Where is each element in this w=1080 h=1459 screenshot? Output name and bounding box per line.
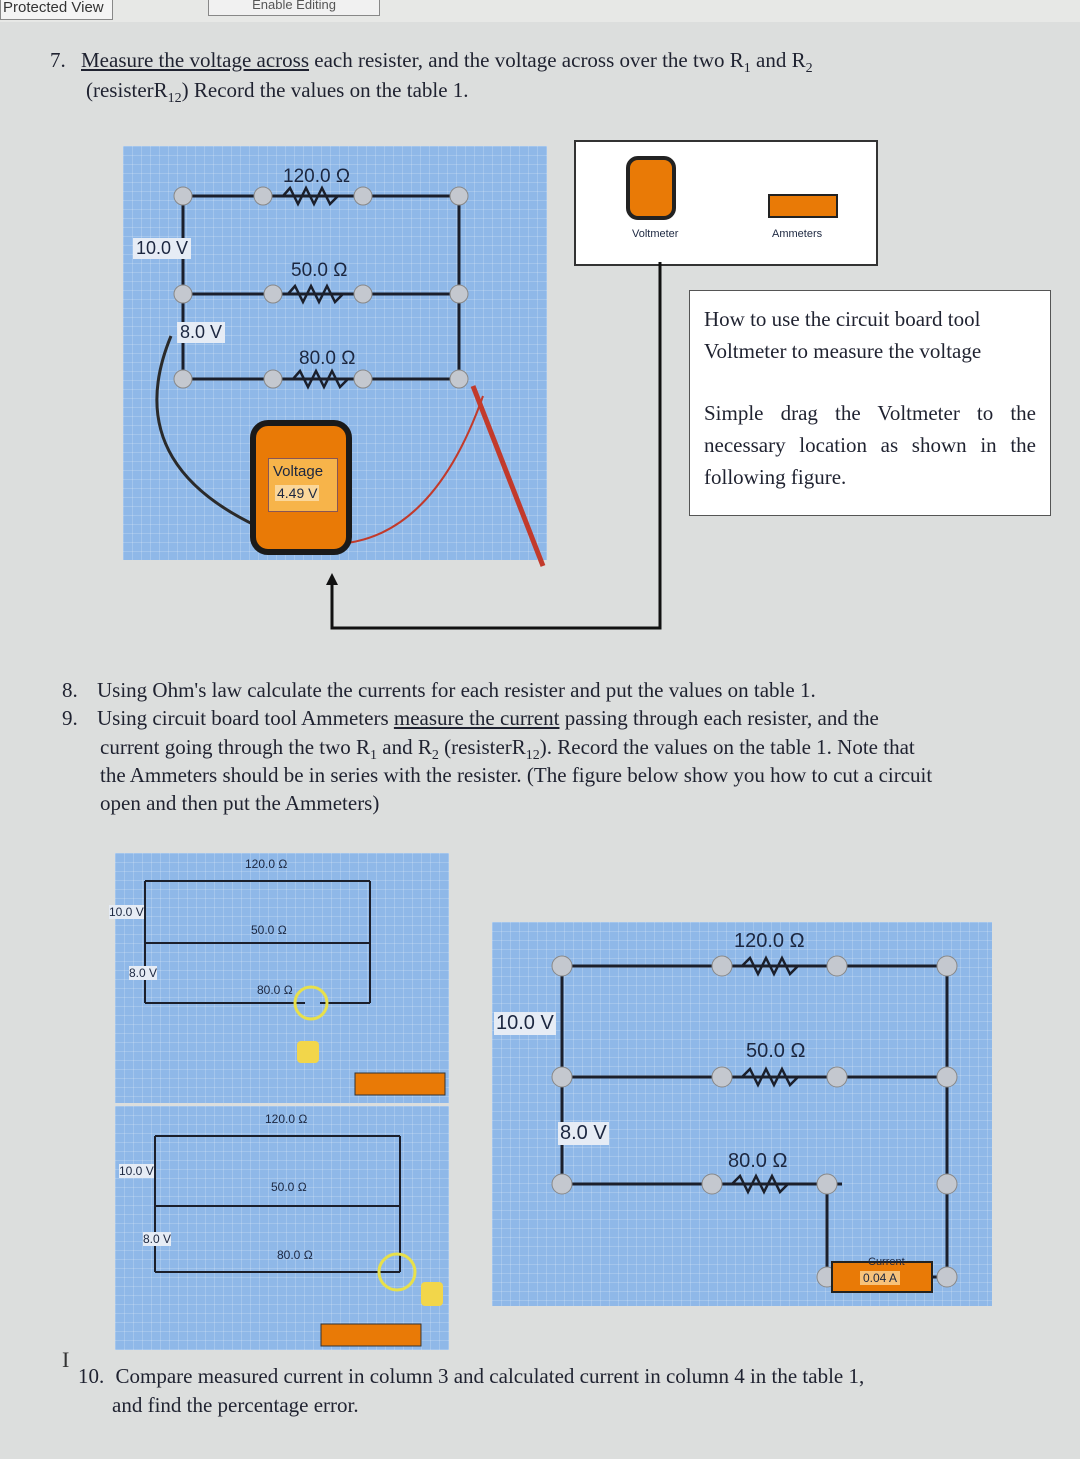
voltmeter-tool-label: Voltmeter — [632, 228, 679, 240]
text-cursor-icon: I — [62, 1347, 70, 1372]
board-a-r2-label: 50.0 Ω — [251, 923, 287, 937]
voltmeter-label: Voltage — [273, 463, 324, 480]
battery-1-label: 10.0 V — [133, 238, 191, 259]
ammeter-label: Current — [868, 1256, 905, 1268]
board-b-battery-1: 10.0 V — [119, 1164, 154, 1178]
step-9-line-4: open and then put the Ammeters) — [100, 791, 380, 815]
scissors-icon[interactable] — [297, 1041, 319, 1063]
battery-2-label: 8.0 V — [177, 322, 225, 343]
voltmeter-reading: 4.49 V — [277, 485, 318, 501]
ammeter-board-r2: 50.0 Ω — [746, 1040, 806, 1062]
ammeters-tool-label: Ammeters — [772, 228, 823, 240]
ammeter-board-r1: 120.0 Ω — [734, 930, 805, 952]
scissors-icon[interactable] — [421, 1282, 443, 1306]
enable-editing-button[interactable]: Enable Editing — [208, 0, 380, 16]
board-a-battery-2: 8.0 V — [129, 966, 158, 980]
instructions-title: How to use the circuit board tool Voltmeter to measure the voltage — [704, 307, 982, 363]
ammeter-reading: 0.04 A — [860, 1271, 900, 1285]
step-7-measure: Measure the voltage across — [81, 48, 309, 72]
circuit-board-ammeter — [492, 922, 992, 1306]
board-b-r1-label: 120.0 Ω — [265, 1112, 308, 1126]
board-a-battery-1: 10.0 V — [109, 905, 144, 919]
step-8: 8. Using Ohm's law calculate the currents for each resister and put the values on table 1. — [62, 678, 816, 702]
resistor-r1-label: 120.0 Ω — [283, 166, 351, 187]
protected-view-label: Protected View — [0, 0, 113, 20]
ammeter-board-battery-2: 8.0 V — [560, 1122, 607, 1144]
step-7: 7. Measure the voltage across each resister, and the voltage across over the two $R_1$ and $R_2$ — [50, 48, 813, 77]
board-a-r3-label: 80.0 Ω — [257, 983, 293, 997]
board-b-r3-label: 80.0 Ω — [277, 1248, 313, 1262]
step-10-line-2: and find the percentage error. — [112, 1393, 359, 1417]
step-9-line-3: the Ammeters should be in series with the resister. (The figure below show you how to cut a circuit — [100, 763, 933, 787]
resistor-r2-label: 50.0 Ω — [291, 260, 348, 281]
step-10: 10. Compare measured current in column 3 and calculated current in column 4 in the table 1, — [78, 1364, 865, 1388]
circuit-board-cut-2 — [115, 1106, 449, 1350]
step-9-line-2: current going through the two $R_1$ and $R_2$ (resisterR$_{12}$). Record the values on the table 1. Note that — [100, 735, 915, 764]
ammeter-board-r3: 80.0 Ω — [728, 1150, 788, 1172]
step-9: 9. Using circuit board tool Ammeters measure the current passing through each resister, and the — [62, 706, 879, 730]
circuit-board-cut-1 — [109, 853, 449, 1103]
voltmeter-instructions-box — [689, 290, 1051, 516]
step-7-number: 7. — [50, 48, 66, 72]
ammeter-board-battery-1: 10.0 V — [496, 1012, 554, 1034]
instructions-body: Simple drag the Voltmeter to the necessary location as shown in the following figure. — [704, 401, 1036, 489]
board-b-battery-2: 8.0 V — [143, 1232, 172, 1246]
board-b-r2-label: 50.0 Ω — [271, 1180, 307, 1194]
board-a-r1-label: 120.0 Ω — [245, 857, 288, 871]
resistor-r3-label: 80.0 Ω — [299, 348, 356, 369]
step-7-line-2: (resisterR$_{12}$) Record the values on the table 1. — [86, 78, 469, 107]
